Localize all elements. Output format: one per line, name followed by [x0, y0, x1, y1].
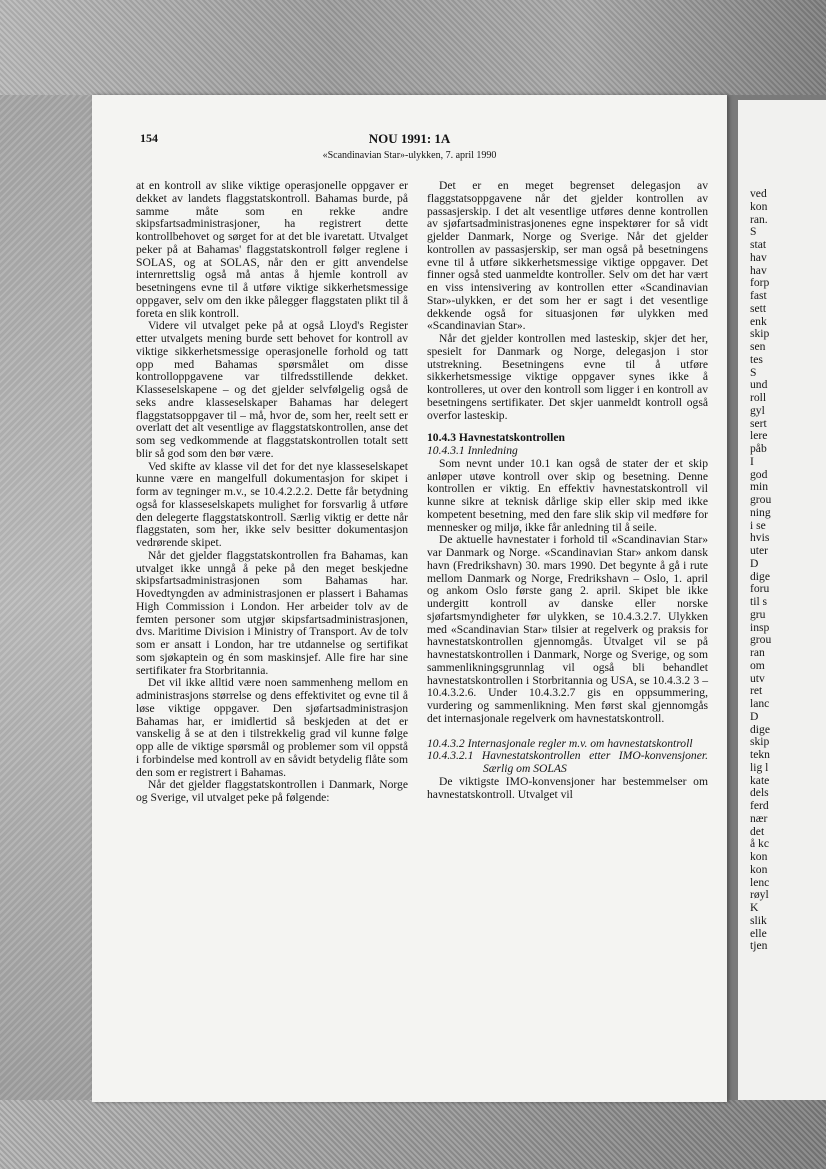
running-title: NOU 1991: 1A [368, 131, 451, 146]
paragraph: Det vil ikke alltid være noen sammenheng mellom en administrasjons størrelse og dens effektivitet og evne til å løse viktige oppgaver. Den sjøfartsadministrasjon Bahamas har, er imidlertid så beskjeden at det er vanskelig å se at den i tilstrekkelig grad vil kunne følge opp alle de viktige spørsmål og problemer som vil oppstå i forbindelse med kontroll av en såvidt betydelig flåte som den som er registrert i Bahamas. [136, 676, 408, 779]
adjacent-page-line: kon [750, 850, 768, 863]
left-column [136, 180, 408, 805]
adjacent-page-line: skip [750, 327, 770, 341]
adjacent-page-line: forp [750, 276, 770, 290]
adjacent-page-line: sert [750, 416, 767, 430]
page-number: 154 [140, 131, 158, 145]
adjacent-page-line: tjen [750, 939, 768, 953]
adjacent-page-line: insp [750, 620, 770, 634]
adjacent-page-line: røyl [750, 888, 769, 902]
adjacent-page-line: enk [750, 314, 767, 328]
adjacent-page-line: det [750, 824, 765, 838]
adjacent-page-line: D [750, 709, 759, 723]
adjacent-page-line: utv [750, 671, 765, 685]
adjacent-page-line: gyl [750, 403, 765, 417]
adjacent-page-line: ran. [750, 212, 768, 226]
adjacent-page-line: S [750, 365, 757, 379]
adjacent-page-line: hvis [750, 531, 770, 545]
adjacent-page-fragment [738, 100, 826, 1100]
adjacent-page-line: ret [750, 684, 763, 698]
adjacent-page-line: lanc [750, 697, 770, 710]
adjacent-page-line: dels [750, 786, 769, 800]
adjacent-page-line: hav [750, 263, 767, 277]
adjacent-page-line: stat [750, 238, 767, 251]
scan-border-bottom [0, 1100, 826, 1169]
adjacent-page-line: lere [750, 429, 768, 443]
adjacent-page-line: slik [750, 913, 767, 927]
subsection-heading: 10.4.3.2.1 Havnestatskontrollen etter IMO-konvensjoner. Særlig om SOLAS [427, 749, 708, 775]
adjacent-page-line: kon [750, 862, 768, 876]
adjacent-page-line: S [750, 225, 757, 239]
section-heading: 10.4.3 Havnestatskontrollen [427, 431, 565, 445]
adjacent-page-line: K [750, 901, 759, 914]
adjacent-page-line: grou [750, 493, 772, 506]
adjacent-page-line: kon [750, 199, 768, 213]
paragraph: Ved skifte av klasse vil det for det nye klasseselskapet kunne være en mangelfull dokumentasjon for skipet i form av tegninger m.v., se 10.4.2.2.2. Dette får betydning også for klasseselskapets mulighet for forsvarlig å utføre den delegerte flaggstatskontroll. Særlig viktig er dette når flaggstaten, som her, ikke selv besitter dokumentasjon vedrørende skipet. [136, 459, 408, 549]
adjacent-page-line: sen [750, 340, 766, 353]
subsection-heading: 10.4.3.2 Internasjonale regler m.v. om havnestatskontroll [427, 736, 693, 750]
paragraph: Det er en meget begrenset delegasjon av flaggstatsoppgavene når det gjelder kontrollen av passasjerskip. I det alt vesentlige utføres denne kontrollen av sjøfartsadministrasjonenes egne inspektører for så vidt gjelder Danmark, Norge og Sverige. Når det gjelder kontrollen av passasjerskip, ser man også på besetningens evne til å utføre sikkerhetsmessige viktige oppgaver. Det finner også sted uanmeldte kontroller. Selv om det har vært en viss intensivering av kontrollen etter «Scandinavian Star»-ulykken, er det som her er sagt i det vesentlige dekkende også for situasjonen før ulykken med «Scandinavian Star». [427, 179, 708, 333]
adjacent-page-line: elle [750, 926, 767, 940]
right-column [427, 180, 708, 801]
adjacent-page-line: om [750, 658, 765, 672]
running-subtitle: «Scandinavian Star»-ulykken, 7. april 1990 [322, 150, 497, 161]
paragraph: at en kontroll av slike viktige operasjonelle oppgaver er dekket av landets flaggstatskontroll. Bahamas burde, på samme måte som en rekke andre skipsfartsadministrasjoner, ha registrert dette kontrollbehovet og sørget for at det ble ivaretatt. Utvalget peker på at Bahamas' flaggstatskontroll følger reglene i SOLAS, og at SOLAS, når den er gitt anvendelse internrettslig også må antas å hjemle kontroll av besetningens evne til å utføre viktige sikkerhetsmessige oppgaver, selv om den ikke pålegger flaggstaten plikt til å foreta en slik kontroll. [136, 179, 408, 320]
paragraph: De viktigste IMO-konvensjoner har bestemmelser om havnestatskontroll. Utvalget vil [427, 774, 708, 801]
adjacent-page-line: I [750, 454, 754, 468]
adjacent-page-line: tes [750, 352, 763, 366]
paragraph: Når det gjelder flaggstatskontrollen fra Bahamas, kan utvalget ikke unngå å peke på den meget beskjedne skipsfartsadministrasjonen som Bahamas har. Hovedtyngden av administrasjonen er plassert i Bahamas High Commission i London. Her arbeider tolv av de femten personer som utgjør skipsfartsadministrasjonen, dvs. Maritime Division i Ministry of Transport. Av de tolv som er ansatt i London, har tre utdannelse og sertifikat som sjøkaptein og én som maskinsjef. Alle fire har sine sertifikater fra Storbritannia. [136, 548, 408, 677]
adjacent-page-line: ran [750, 646, 765, 659]
adjacent-page-line: å kc [750, 837, 769, 851]
adjacent-page-line: skip [750, 735, 770, 749]
scan-border-left [0, 95, 92, 1105]
paragraph: Når det gjelder kontrollen med lasteskip, skjer det her, spesielt for Danmark og Norge, delegasjon i stor utstrekning. Besetningens evne til å utføre sikkerhetsmessige viktige oppgaver synes ikke å kontrolleres, ut over den kontroll som ligger i en kontroll av besetningens sertifikater. Det skjer uanmeldt kontroll også overfor lasteskip. [427, 332, 708, 422]
paragraph: Videre vil utvalget peke på at også Lloyd's Register etter utvalgets mening burde sett behovet for kontroll av viktige sikkerhetsmessige operasjonelle forhold og tatt opp med Bahamas spørsmålet om disse kontrolloppgavene var tilfredsstillende dekket. Klasseselskapene – og det gjelder selvfølgelig også de seks andre klasseselskaper Bahamas har delegert flaggstatsoppgaver til – må, hvor de, som her, reelt sett er overlatt det alt vesentlige av flaggstatskontrollen, anse det som seg vedkommende at flaggstatskontrollen totalt sett blir så god som den bør være. [136, 319, 408, 460]
adjacent-page-line: lenc [750, 875, 770, 889]
adjacent-page-line: min [750, 480, 769, 494]
adjacent-page-line: foru [750, 582, 770, 596]
adjacent-page-line: D [750, 556, 759, 570]
adjacent-page-line: lig l [750, 760, 769, 774]
adjacent-page-line: ferd [750, 799, 769, 812]
subsection-heading: 10.4.3.1 Innledning [427, 444, 518, 457]
adjacent-page-line: fast [750, 289, 767, 302]
adjacent-page-line: dige [750, 722, 770, 736]
adjacent-page-line: ved [750, 187, 767, 200]
adjacent-page-line: påb [750, 442, 767, 455]
adjacent-page-line: ning [750, 505, 771, 519]
adjacent-page-line: roll [750, 391, 767, 404]
adjacent-page-line: i se [750, 518, 766, 532]
paragraph: Når det gjelder flaggstatskontrollen i Danmark, Norge og Sverige, vil utvalget peke på følgende: [136, 778, 408, 804]
adjacent-page-line: til s [750, 595, 768, 608]
adjacent-page-line: uter [750, 544, 769, 557]
adjacent-page-line: god [750, 467, 768, 481]
scan-border-top [0, 0, 826, 95]
adjacent-page-line: kate [750, 773, 770, 787]
adjacent-page-line: hav [750, 250, 767, 264]
adjacent-page-line: dige [750, 569, 770, 583]
paragraph: De aktuelle havnestater i forhold til «Scandinavian Star» var Danmark og Norge. «Scandinavian Star» ankom dansk havn (Fredrikshavn) 30. mars 1990. Det begynte å gå i rute mellom Danmark og Norge, Fredrikshavn – Oslo, 1. april og ankom Oslo første gang 2. april. Skipet ble ikke undergitt kontroll av danske eller norske sjøfartsmyndigheter før ulykken, se 10.4.3.2.7. Ulykken med «Scandinavian Star» tilsier at regelverk og praksis for havnestatskontrollen gjennomgås. Utvalget vil se på havnestatskontrollen i Danmark, Norge og Sverige, og som sammenlikningsgrunnlag vil også bli behandlet havnestatskontrollen i Storbritannia og USA, se 10.4.3.2 3 – 10.4.3.2.6. Under 10.4.3.2.7 gis en oppsummering, vurdering og sammenlikning. Men først skal gjennomgås det internasjonale regelverk om havnestatskontroll. [427, 533, 708, 725]
adjacent-page-line: tekn [750, 748, 770, 761]
adjacent-page-text [750, 188, 771, 953]
adjacent-page-line: grou [750, 633, 772, 647]
adjacent-page-line: und [750, 378, 768, 392]
paragraph: Som nevnt under 10.1 kan også de stater der et skip anløper utøve kontroll over skip og besetning. Denne kontrollen er viktig. En effektiv havnestatskontroll vil kunne sikre at teknisk dårlige skip eller skip med ikke kompetent besetning, med den fare slik skip vil medføre for mennesker og miljø, ikke får anledning til å seile. [427, 456, 708, 534]
adjacent-page-line: gru [750, 607, 766, 621]
adjacent-page-line: nær [750, 811, 768, 825]
adjacent-page-line: sett [750, 301, 767, 315]
